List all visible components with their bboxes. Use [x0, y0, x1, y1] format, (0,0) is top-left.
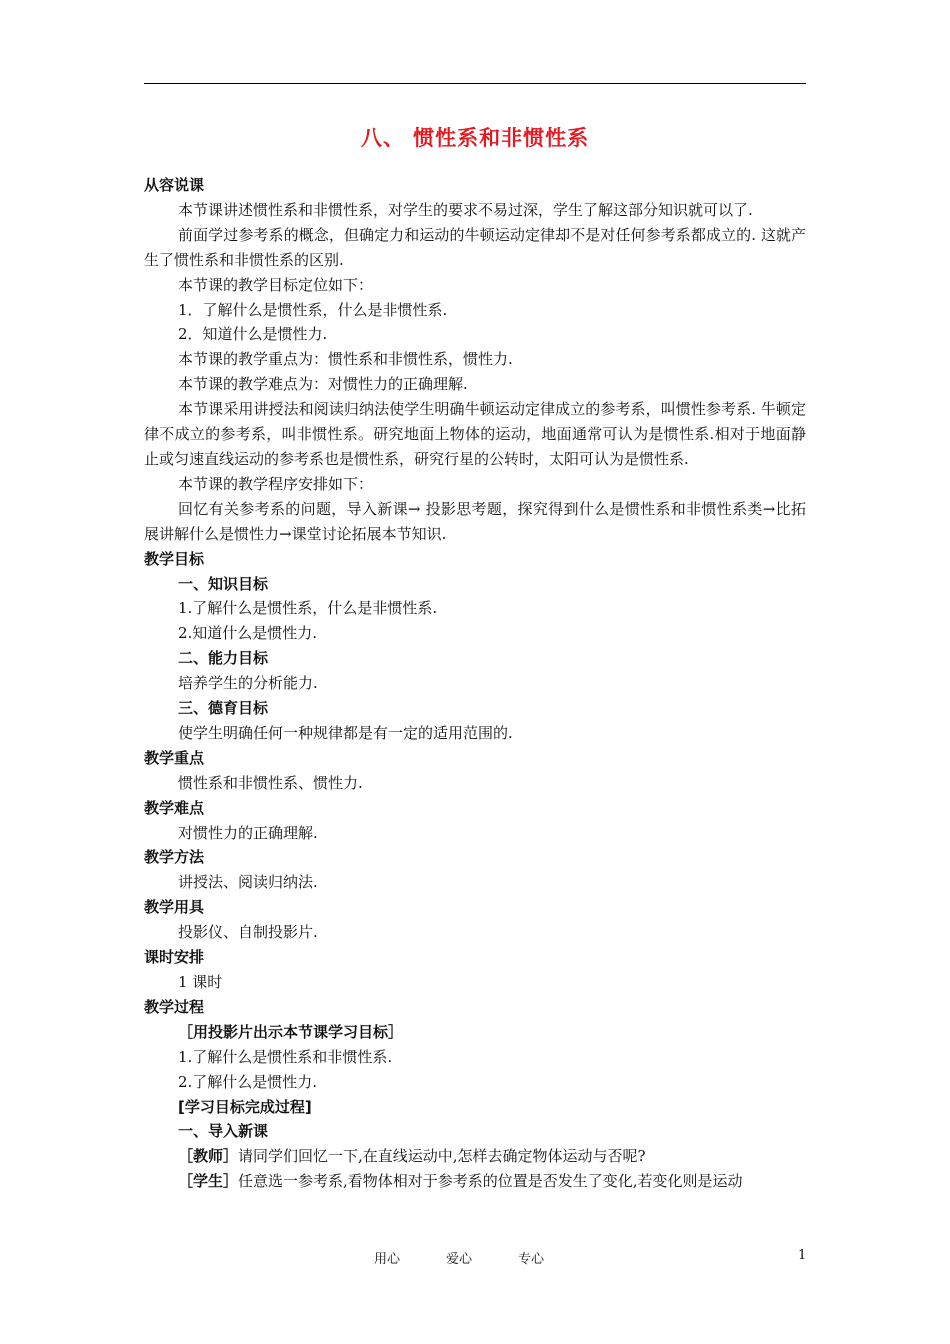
student-text: 任意选一参考系,看物体相对于参考系的位置是否发生了变化,若变化则是运动	[238, 1172, 743, 1191]
paragraph: 前面学过参考系的概念，但确定力和运动的牛顿运动定律却不是对任何参考系都成立的. 这就产生了惯性系和非惯性系的区别.	[144, 225, 806, 269]
document-body	[144, 173, 806, 1194]
subsection-heading: ［用投影片出示本节课学习目标］	[178, 1022, 404, 1041]
section-heading: 教学过程	[144, 997, 205, 1016]
page-title: 八、 惯性系和非惯性系	[360, 126, 590, 150]
paragraph: 培养学生的分析能力.	[178, 674, 318, 693]
paragraph: 本节课采用讲授法和阅读归纳法使学生明确牛顿运动定律成立的参考系，叫惯性参考系. 牛顿定律不成立的参考系，叫非惯性系。研究地面上物体的运动，地面通常可认为是惯性系.相对于地面静止或匀速直线运动的参考系也是惯性系，研究行星的公转时，太阳可认为是惯性系.	[144, 400, 806, 468]
list-item: 1．了解什么是惯性系，什么是非惯性系.	[178, 300, 448, 319]
paragraph: 本节课讲述惯性系和非惯性系，对学生的要求不易过深，学生了解这部分知识就可以了.	[178, 200, 753, 219]
subsection-heading: 一、导入新课	[178, 1122, 269, 1141]
subsection-heading: [学习目标完成过程]	[178, 1097, 312, 1116]
paragraph: 本节课的教学难点为：对惯性力的正确理解.	[178, 375, 468, 394]
list-item: 2．知道什么是惯性力.	[178, 325, 328, 344]
paragraph: 对惯性力的正确理解.	[178, 823, 318, 842]
section-heading: 教学重点	[144, 748, 205, 767]
teacher-label: ［教师］	[178, 1147, 239, 1166]
paragraph: 讲授法、阅读归纳法.	[178, 873, 318, 892]
footer-text: 专心	[518, 1252, 545, 1267]
section-heading: 教学方法	[144, 848, 205, 867]
footer-text: 用心	[374, 1252, 401, 1267]
paragraph: 回忆有关参考系的问题，导入新课→ 投影思考题，探究得到什么是惯性系和非惯性系类→比拓展讲解什么是惯性力→课堂讨论拓展本节知识.	[144, 499, 806, 543]
section-heading: 课时安排	[144, 948, 205, 967]
subsection-heading: 三、德育目标	[178, 699, 269, 718]
section-heading: 从容说课	[144, 176, 205, 194]
list-item: 2.了解什么是惯性力.	[178, 1072, 318, 1091]
list-item: 2.知道什么是惯性力.	[178, 624, 318, 643]
paragraph: 本节课的教学程序安排如下：	[178, 474, 374, 493]
paragraph: 惯性系和非惯性系、惯性力.	[178, 773, 363, 792]
section-heading: 教学难点	[144, 798, 205, 817]
student-label: ［学生］	[178, 1172, 239, 1191]
dialogue-line	[144, 1144, 806, 1169]
subsection-heading: 一、知识目标	[178, 574, 269, 593]
list-item: 1.了解什么是惯性系，什么是非惯性系.	[178, 599, 438, 618]
section-heading: 教学用具	[144, 898, 205, 917]
paragraph: 使学生明确任何一种规律都是有一定的适用范围的.	[178, 723, 513, 742]
paragraph: 本节课的教学重点为：惯性系和非惯性系，惯性力.	[178, 350, 513, 369]
teacher-text: 请同学们回忆一下,在直线运动中,怎样去确定物体运动与否呢?	[238, 1147, 646, 1166]
subsection-heading: 二、能力目标	[178, 649, 269, 668]
section-heading: 教学目标	[144, 549, 205, 568]
dialogue-line	[144, 1169, 806, 1194]
page-number: 1	[798, 1248, 807, 1263]
header-rule	[144, 83, 806, 84]
paragraph: 本节课的教学目标定位如下：	[178, 275, 374, 294]
paragraph: 投影仪、自制投影片.	[178, 923, 318, 942]
paragraph: 1 课时	[178, 973, 223, 991]
list-item: 1.了解什么是惯性系和非惯性系.	[178, 1047, 393, 1066]
footer-text: 爱心	[446, 1252, 473, 1267]
